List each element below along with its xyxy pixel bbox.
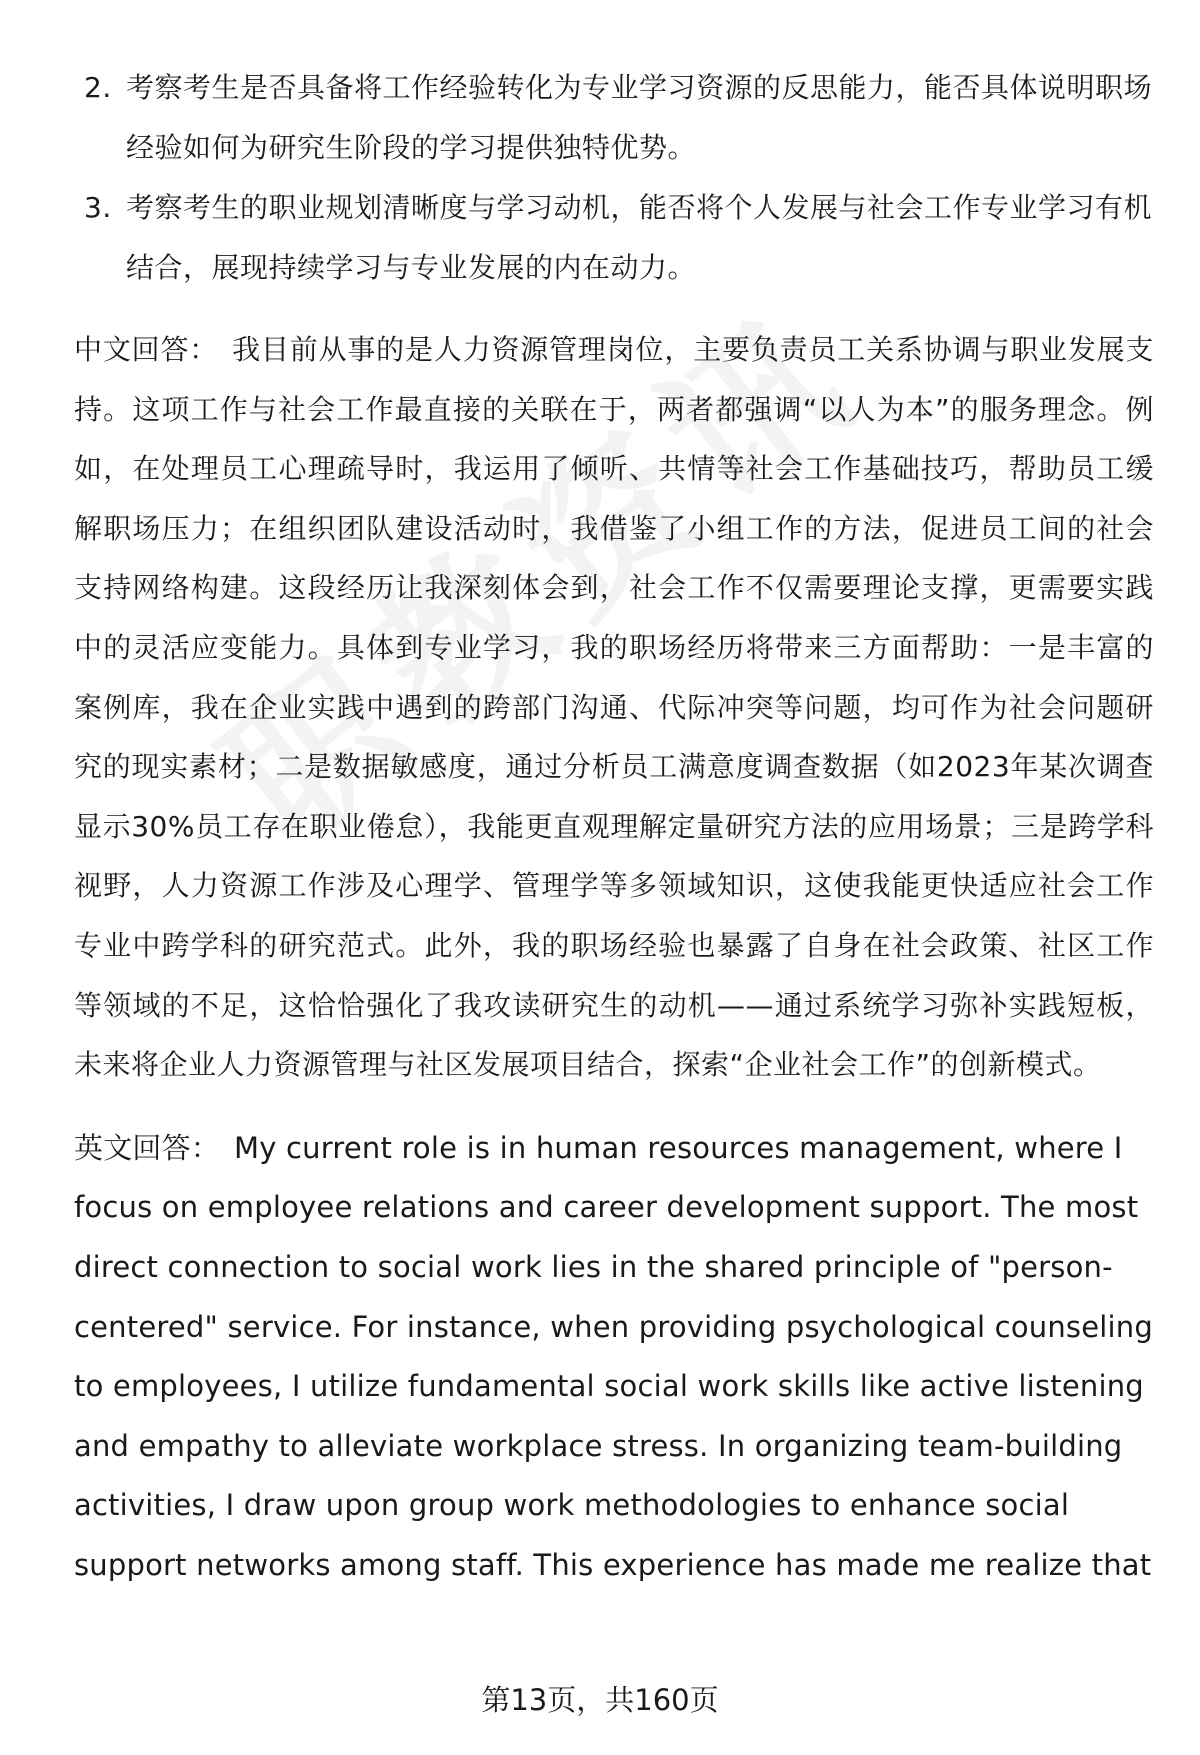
english-answer-label: 英文回答： [74, 1130, 221, 1165]
list-item-text: 考察考生的职业规划清晰度与学习动机，能否将个人发展与社会工作专业学习有机结合，展现持续学习与专业发展的内在动力。 [126, 191, 1153, 284]
list-item [74, 58, 1154, 178]
list-item-number: 2. [84, 71, 112, 104]
chinese-answer-label: 中文回答： [74, 333, 219, 366]
list-item-text: 考察考生是否具备将工作经验转化为专业学习资源的反思能力，能否具体说明职场经验如何为研究生阶段的学习提供独特优势。 [126, 71, 1153, 164]
english-answer-text: My current role is in human resources management, where I focus on employee relations and career development support. The most direct connection to social work lies in the shared principle of "person-centered" service. For instance, when providing psychological counseling to employees, I utilize fundamental social work skills like active listening and empathy to alleviate workplace stress. In organizing team-building activities, I draw upon group work methodologies to enhance social support networks among staff. This experience has made me realize that [74, 1130, 1153, 1582]
page-content [74, 58, 1154, 1595]
chinese-answer-text: 我目前从事的是人力资源管理岗位，主要负责员工关系协调与职业发展支持。这项工作与社会工作最直接的关联在于，两者都强调“以人为本”的服务理念。例如，在处理员工心理疏导时，我运用了倾听、共情等社会工作基础技巧，帮助员工缓解职场压力；在组织团队建设活动时，我借鉴了小组工作的方法，促进员工间的社会支持网络构建。这段经历让我深刻体会到，社会工作不仅需要理论支撑，更需要实践中的灵活应变能力。具体到专业学习，我的职场经历将带来三方面帮助：一是丰富的案例库，我在企业实践中遇到的跨部门沟通、代际冲突等问题，均可作为社会问题研究的现实素材；二是数据敏感度，通过分析员工满意度调查数据（如2023年某次调查显示30%员工存在职业倦怠），我能更直观理解定量研究方法的应用场景；三是跨学科视野，人力资源工作涉及心理学、管理学等多领域知识，这使我能更快适应社会工作专业中跨学科的研究范式。此外，我的职场经验也暴露了自身在社会政策、社区工作等领域的不足，这恰恰强化了我攻读研究生的动机——通过系统学习弥补实践短板，未来将企业人力资源管理与社区发展项目结合，探索“企业社会工作”的创新模式。 [74, 333, 1154, 1082]
english-answer [74, 1119, 1154, 1596]
criteria-list [74, 58, 1154, 298]
page-number: 第13页，共160页 [481, 1683, 719, 1717]
list-item-number: 3. [84, 191, 112, 224]
list-item [74, 178, 1154, 298]
chinese-answer [74, 320, 1154, 1095]
